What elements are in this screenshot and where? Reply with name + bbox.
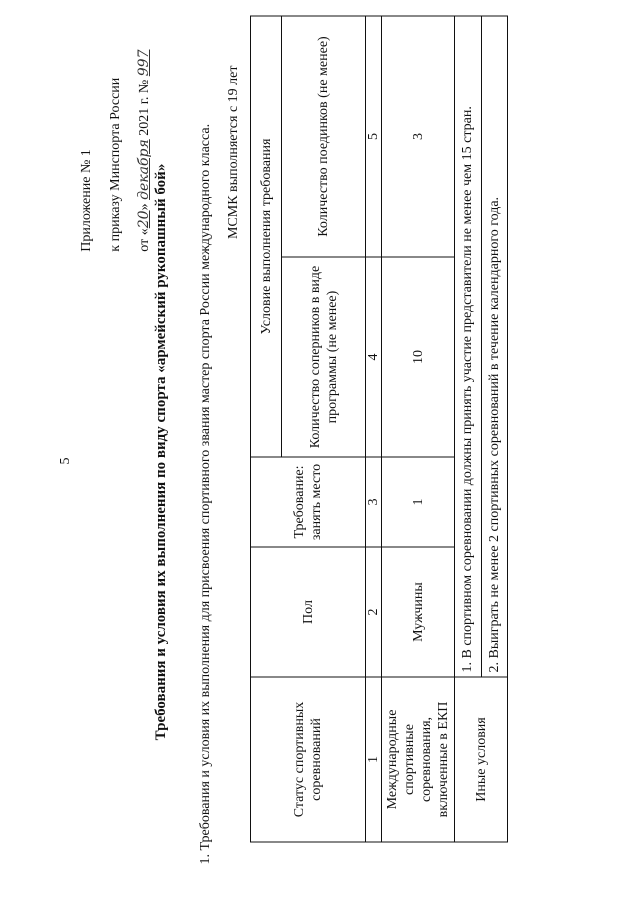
cell-opponents: 10	[382, 257, 455, 457]
other-condition-item: 2. Выиграть не менее 2 спортивных соревнований в течение календарного года.	[481, 16, 508, 677]
date-day: 20	[136, 210, 152, 229]
column-number: 1	[366, 677, 382, 842]
date-month: декабря	[136, 139, 152, 200]
cell-place: 1	[382, 457, 455, 547]
column-number: 3	[366, 457, 382, 547]
column-number: 5	[366, 16, 382, 257]
header-status: Статус спортивных соревнований	[251, 677, 366, 842]
column-number: 4	[366, 257, 382, 457]
header-opponents: Количество соперников в виде программы (не менее)	[282, 257, 366, 457]
data-row	[382, 16, 455, 842]
appendix-line1: Приложение № 1	[79, 149, 94, 252]
qualification-note: МСМК выполняется с 19 лет	[226, 65, 241, 240]
column-numbers-row	[366, 16, 382, 842]
other-condition-item: 1. В спортивном соревновании должны принять участие представители не менее чем 15 стран.	[455, 16, 482, 677]
page-number: 5	[58, 457, 73, 465]
date-year: 2021 г. №	[137, 76, 152, 140]
other-conditions-row	[455, 16, 482, 842]
header-condition-group: Условие выполнения требования	[251, 16, 282, 457]
requirements-table	[250, 16, 508, 843]
cell-gender: Мужчины	[382, 547, 455, 677]
cell-fights: 3	[382, 16, 455, 257]
appendix-header	[72, 50, 159, 252]
date-prefix: от «	[137, 228, 152, 252]
header-fights: Количество поединков (не менее)	[282, 16, 366, 257]
other-conditions-label: Иные условия	[455, 677, 508, 842]
header-gender: Пол	[251, 547, 366, 677]
document-title: Требования и условия их выполнения по виду спорта «армейский рукопашный бой»	[153, 163, 169, 741]
header-requirement: Требование: занять место	[251, 457, 366, 547]
order-number: 997	[136, 49, 152, 77]
appendix-line2: к приказу Минспорта России	[108, 77, 123, 252]
column-number: 2	[366, 547, 382, 677]
header-row-1	[251, 16, 282, 842]
date-mid: »	[137, 199, 152, 211]
cell-status: Международные спортивные соревнования, включенные в ЕКП	[382, 677, 455, 842]
section-heading: 1. Требования и условия их выполнения для присвоения спортивного звания мастер спорта России международного класса.	[198, 123, 213, 865]
